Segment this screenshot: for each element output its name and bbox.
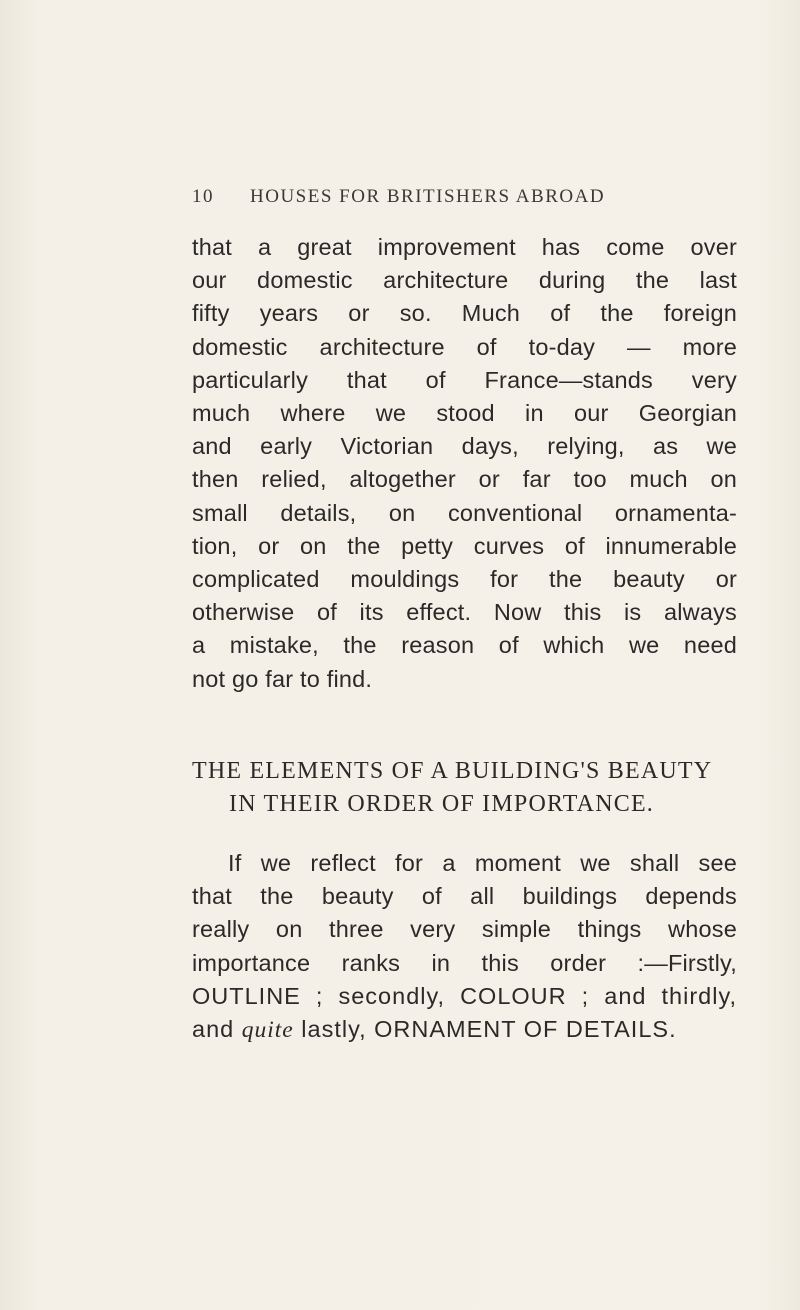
- text-line: complicated mouldings for the beauty or: [192, 566, 737, 593]
- text-line-final: [192, 1013, 737, 1047]
- text-line: small details, on conventional ornamenta-: [192, 499, 737, 526]
- text-line: fifty years or so. Much of the foreign: [192, 300, 737, 327]
- section-heading-line-1: THE ELEMENTS OF A BUILDING'S BEAUTY: [192, 758, 713, 784]
- paragraph-2: [192, 847, 737, 1047]
- text-line: tion, or on the petty curves of innumerable: [192, 532, 737, 559]
- section-heading: [192, 755, 737, 821]
- italic-word: quite: [241, 1017, 294, 1044]
- text-line: not go far to find.: [192, 665, 373, 692]
- page-number: 10: [192, 186, 214, 207]
- text-line: importance ranks in this order :—Firstly,: [192, 949, 737, 976]
- text-line: otherwise of its effect. Now this is always: [192, 599, 737, 626]
- text-line: a mistake, the reason of which we need: [192, 632, 737, 659]
- text-line: really on three very simple things whose: [192, 916, 737, 943]
- text-line: OUTLINE ; secondly, COLOUR ; and thirdly,: [192, 982, 737, 1009]
- text-line: that a great improvement has come over: [192, 234, 737, 260]
- text-line: then relied, altogether or far too much on: [192, 466, 737, 493]
- text-line: particularly that of France—stands very: [192, 366, 737, 393]
- paragraph-1: [192, 231, 737, 696]
- text-line: much where we stood in our Georgian: [192, 400, 737, 427]
- running-title: HOUSES FOR BRITISHERS ABROAD: [250, 186, 606, 207]
- text-line: and early Victorian days, relying, as we: [192, 433, 737, 460]
- text-line: our domestic architecture during the last: [192, 267, 737, 294]
- text-fragment: lastly, ORNAMENT OF DETAILS.: [293, 1016, 677, 1043]
- text-line: that the beauty of all buildings depends: [192, 883, 737, 910]
- text-line: If we reflect for a moment we shall see: [228, 850, 737, 876]
- section-heading-line-2: IN THEIR ORDER OF IMPORTANCE.: [229, 791, 655, 817]
- running-header: [192, 186, 712, 208]
- text-line: domestic architecture of to-day — more: [192, 333, 737, 360]
- text-fragment: and: [192, 1016, 242, 1043]
